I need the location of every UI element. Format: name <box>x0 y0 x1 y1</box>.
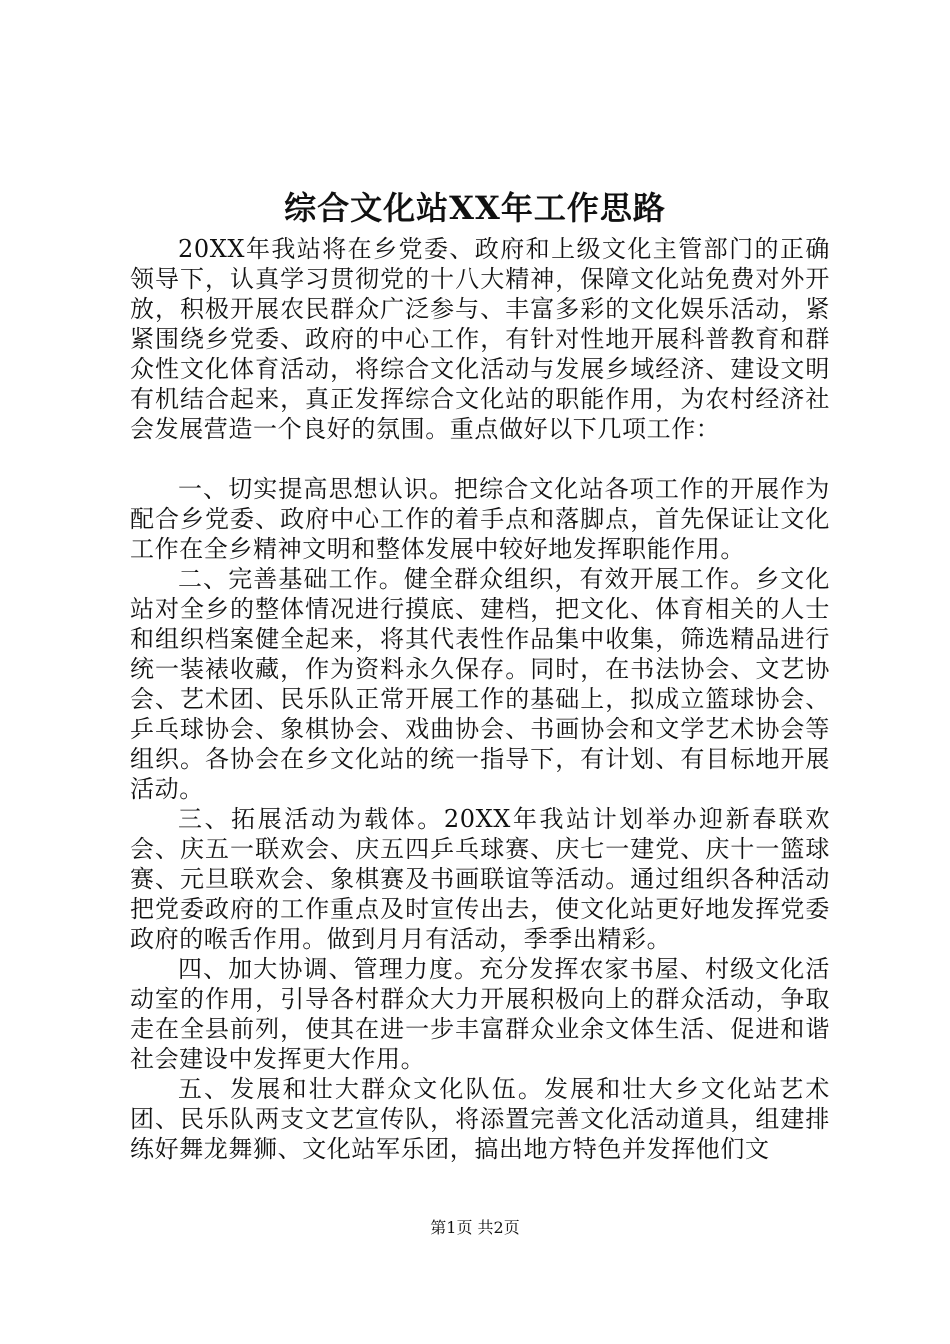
page-footer: 第1页 共2页 <box>430 1218 520 1237</box>
document-title: 综合文化站XX年工作思路 <box>284 189 666 227</box>
section-4-paragraph: 四、加大协调、管理力度。充分发挥农家书屋、村级文化活动室的作用，引导各村群众大力开展积极向上的群众活动，争取走在全县前列，使其在进一步丰富群众业余文体生活、促进和谐社会建设中发挥更大作用。 <box>130 955 830 1073</box>
section-3-paragraph: 三、拓展活动为载体。20XX年我站计划举办迎新春联欢会、庆五一联欢会、庆五四乒乓球赛、庆七一建党、庆十一篮球赛、元旦联欢会、象棋赛及书画联谊等活动。通过组织各种活动把党委政府的工作重点及时宣传出去，使文化站更好地发挥党委政府的喉舌作用。做到月月有活动，季季出精彩。 <box>130 805 830 953</box>
document-body <box>130 234 830 1164</box>
section-1-paragraph: 一、切实提高思想认识。把综合文化站各项工作的开展作为配合乡党委、政府中心工作的着手点和落脚点，首先保证让文化工作在全乡精神文明和整体发展中较好地发挥职能作用。 <box>130 475 830 563</box>
intro-paragraph: 20XX年我站将在乡党委、政府和上级文化主管部门的正确领导下，认真学习贯彻党的十八大精神，保障文化站免费对外开放，积极开展农民群众广泛参与、丰富多彩的文化娱乐活动，紧紧围绕乡党委、政府的中心工作，有针对性地开展科普教育和群众性文化体育活动，将综合文化活动与发展乡域经济、建设文明有机结合起来，真正发挥综合文化站的职能作用，为农村经济社会发展营造一个良好的氛围。重点做好以下几项工作： <box>130 235 830 443</box>
section-5-paragraph: 五、发展和壮大群众文化队伍。发展和壮大乡文化站艺术团、民乐队两支文艺宣传队，将添置完善文化活动道具，组建排练好舞龙舞狮、文化站军乐团，搞出地方特色并发挥他们文 <box>130 1075 830 1163</box>
section-2-paragraph: 二、完善基础工作。健全群众组织，有效开展工作。乡文化站对全乡的整体情况进行摸底、建档，把文化、体育相关的人士和组织档案健全起来，将其代表性作品集中收集，筛选精品进行统一装裱收藏，作为资料永久保存。同时，在书法协会、文艺协会、艺术团、民乐队正常开展工作的基础上，拟成立篮球协会、乒乓球协会、象棋协会、戏曲协会、书画协会和文学艺术协会等组织。各协会在乡文化站的统一指导下，有计划、有目标地开展活动。 <box>130 565 830 803</box>
